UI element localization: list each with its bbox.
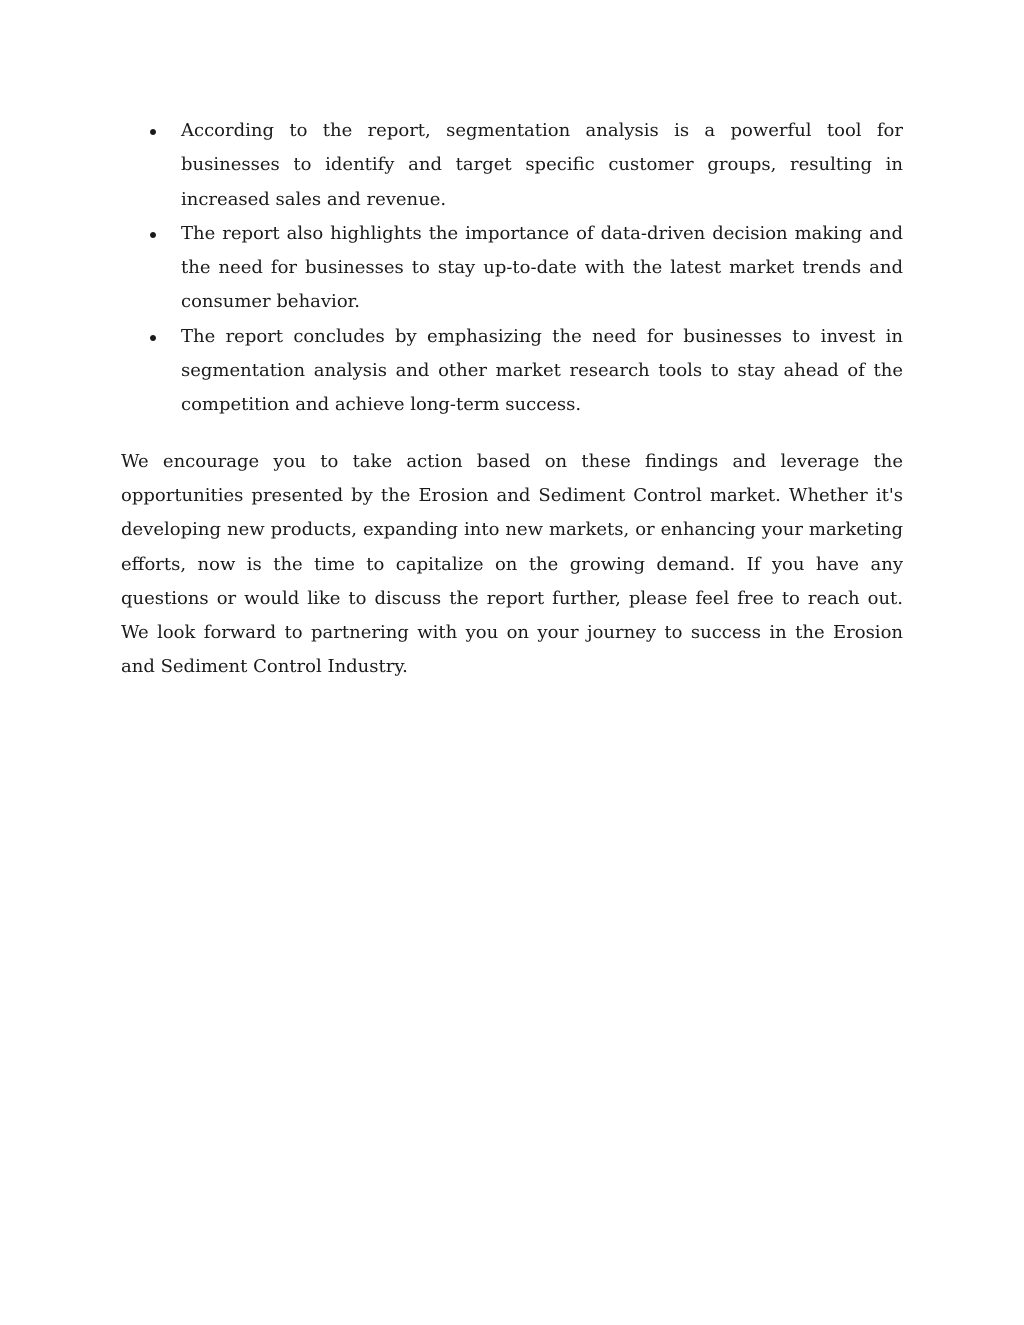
list-item bbox=[121, 217, 903, 320]
bullet-icon bbox=[150, 335, 156, 341]
list-item-text: The report concludes by emphasizing the need for businesses to invest in segmentation analysis and other market research tools to stay ahead of the competition and achieve long-term success. bbox=[181, 325, 903, 416]
bullet-icon bbox=[150, 129, 156, 135]
list-item-text: The report also highlights the importance of data-driven decision making and the need for businesses to stay up-to-date with the latest market trends and consumer behavior. bbox=[181, 222, 903, 313]
list-item-text: According to the report, segmentation analysis is a powerful tool for businesses to identify and target specific customer groups, resulting in increased sales and revenue. bbox=[181, 120, 903, 210]
list-item bbox=[121, 320, 903, 423]
list-item bbox=[121, 114, 903, 217]
findings-list bbox=[121, 114, 903, 423]
bullet-icon bbox=[150, 232, 156, 238]
document-page bbox=[121, 114, 903, 685]
closing-paragraph: We encourage you to take action based on these findings and leverage the opportunities presented by the Erosion and Sediment Control market. Whether it's developing new products, expanding into new markets, or enhancing your marketing efforts, now is the time to capitalize on the growing demand. If you have any questions or would like to discuss the report further, please feel free to reach out. We look forward to partnering with you on your journey to success in the Erosion and Sediment Control Industry. bbox=[121, 450, 903, 678]
